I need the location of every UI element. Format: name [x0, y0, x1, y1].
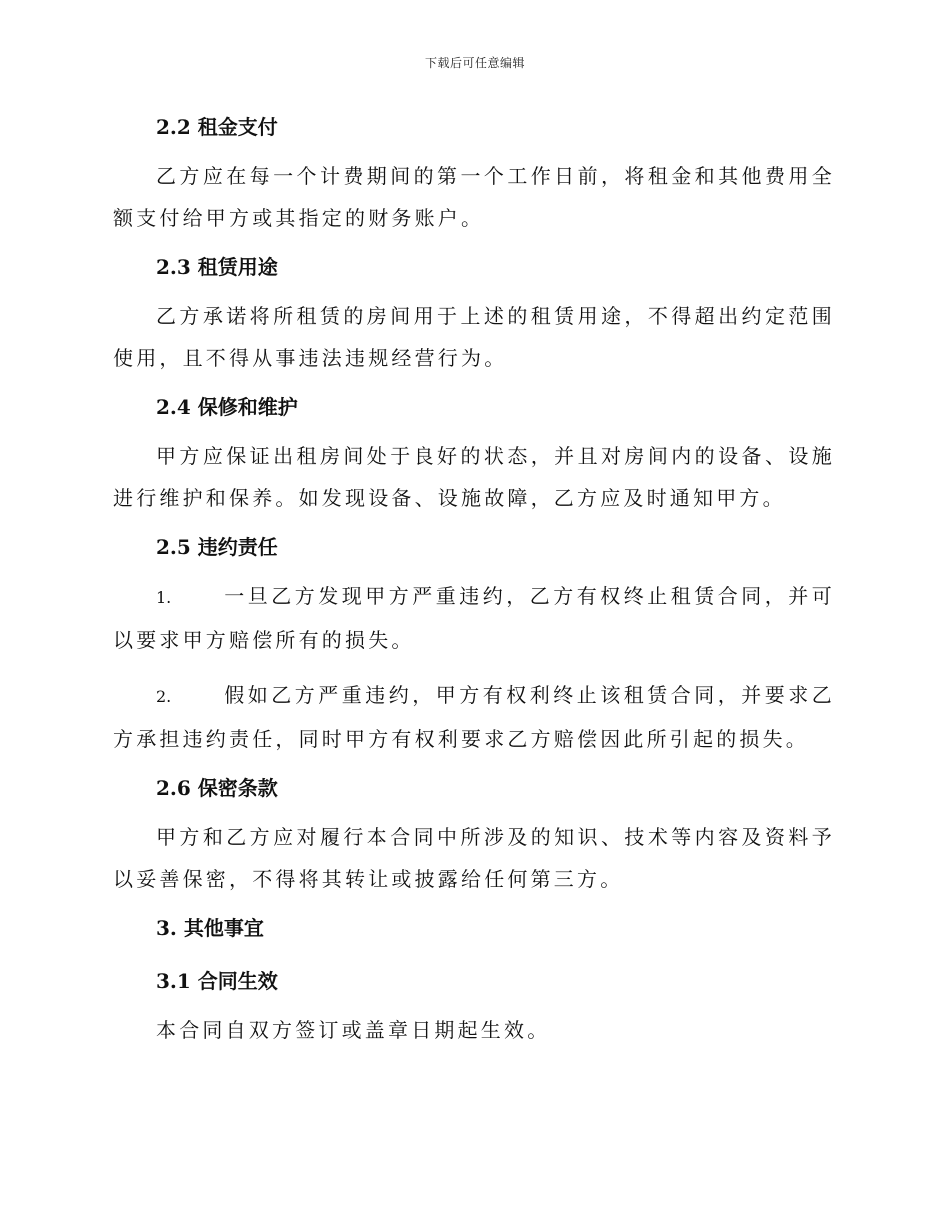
list-item-text: 一旦乙方发现甲方严重违约，乙方有权终止租赁合同，并可以要求甲方赔偿所有的损失。: [113, 584, 835, 652]
list-item-text: 假如乙方严重违约，甲方有权利终止该租赁合同，并要求乙方承担违约责任，同时甲方有权利要求乙方赔偿因此所引起的损失。: [113, 683, 835, 751]
section-3-1-body: 本合同自双方签订或盖章日期起生效。: [156, 1018, 551, 1042]
section-3-1-heading: 3.1 合同生效: [156, 969, 278, 993]
header-note: 下载后可任意编辑: [424, 56, 525, 70]
section-2-2-body: 乙方应在每一个计费期间的第一个工作日前，将租金和其他费用全额支付给甲方或其指定的财务账户。: [113, 164, 835, 230]
section-2-2-heading: 2.2 租金支付: [156, 115, 278, 139]
list-item: [113, 575, 835, 661]
section-2-6-body: 甲方和乙方应对履行本合同中所涉及的知识、技术等内容及资料予以妥善保密，不得将其转让或披露给任何第三方。: [113, 825, 835, 891]
list-item-number: 2.: [156, 687, 172, 706]
section-2-4-body: 甲方应保证出租房间处于良好的状态，并且对房间内的设备、设施进行维护和保养。如发现设备、设施故障，乙方应及时通知甲方。: [113, 444, 835, 510]
section-2-5-heading: 2.5 违约责任: [156, 535, 278, 559]
section-2-3-heading: 2.3 租赁用途: [156, 255, 278, 279]
document-content: [113, 112, 835, 1051]
section-2-6-heading: 2.6 保密条款: [156, 776, 278, 800]
list-item-number: 1.: [156, 588, 172, 607]
list-item: [113, 674, 835, 760]
section-2-3-body: 乙方承诺将所租赁的房间用于上述的租赁用途，不得超出约定范围使用，且不得从事违法违规经营行为。: [113, 304, 835, 370]
section-2-4-heading: 2.4 保修和维护: [156, 395, 298, 419]
section-3-heading: 3. 其他事宜: [156, 916, 264, 940]
